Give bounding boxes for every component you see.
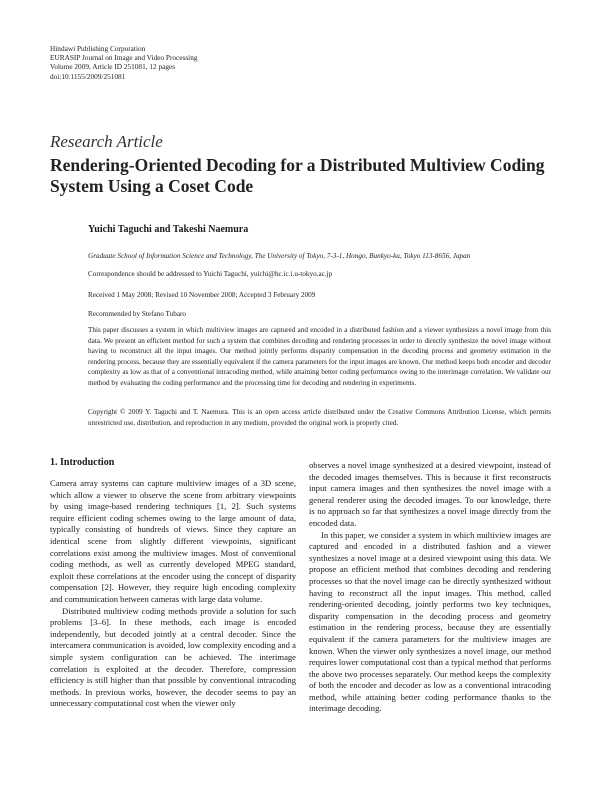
affiliation: Graduate School of Information Science and Technology, The University of Tokyo, 7-3-1, Hongo, Bunkyo-ku, Tokyo 113-8656, Japan [88, 252, 471, 260]
left-paragraph-2: Distributed multiview coding methods provide a solution for such problems [3–6]. In these methods, each image is encoded independently, but decoded jointly at a central decoder. Since the intercamera communication is avoided, low complexity encoding and a simple system configuration can be achieved. The interimage correlation is exploited at the decoder. Therefore, compression efficiency is still higher than that possible by conventional intracoding methods. In previous works, however, the decoder seems to pay an unnecessary computational cost when the viewer only [50, 605, 296, 709]
volume-line: Volume 2009, Article ID 251081, 12 pages [50, 62, 176, 72]
recommended-by: Recommended by Stefano Tubaro [88, 310, 187, 318]
section-heading: 1. Introduction [50, 457, 115, 468]
abstract: This paper discusses a system in which multiview images are captured and encoded in a distributed fashion and a viewer synthesizes a novel image from this data. We present an efficient method for such a system that combines decoding and rendering processes in order to directly synthesize the novel image without having to reconstruct all the input images. Our method jointly performs disparity compensation in the decoding process and geometry estimation in the rendering process, because they are essentially equivalent if the camera parameters for the input images are known. Our method keeps both encoder and decoder complexity as low as that of a conventional intracoding method, while attaining better coding performance owing to the interimage correlation. We validate our method by evaluating the coding performance and the processing time for decoding and rendering in experiments. [88, 326, 551, 387]
publisher-line: Hindawi Publishing Corporation [50, 44, 146, 53]
journal-header [50, 44, 198, 81]
right-paragraph-2: In this paper, we consider a system in which multiview images are captured and encoded in a distributed fashion and a viewer synthesizes a novel image at a desired viewpoint using this data. We propose an efficient method that combines decoding and rendering processes so that the novel image can be directly synthesized without having to reconstruct all the input images. This method, called rendering-oriented decoding, jointly performs two key techniques, disparity compensation in the decoding process and geometry estimation in the rendering process, because they are essentially equivalent if the camera parameters for the multiview images are known. When the viewer only synthesizes a novel image, our method requires lower computational cost than a typical method that performs the above two processes separately. Our method keeps the complexity of both the encoder and decoder as low as a conventional intracoding method, while attaining better coding performance thanks to the interimage decoding. [309, 529, 551, 714]
right-paragraph-1: observes a novel image synthesized at a desired viewpoint, instead of the decoded images themselves. This is because it first reconstructs input camera images and then synthesizes the novel image with a general renderer using the decoded images. To our knowledge, there is no approach so far that synthesizes a novel image directly from the encoded data. [309, 460, 551, 528]
article-type: Research Article [50, 132, 163, 151]
doi-line: doi:10.1155/2009/251081 [50, 71, 126, 81]
authors: Yuichi Taguchi and Takeshi Naemura [88, 224, 249, 235]
copyright: Copyright © 2009 Y. Taguchi and T. Naemura. This is an open access article distributed under the Creative Commons Attribution License, which permits unrestricted use, distribution, and reproduction in any medium, provided the original work is properly cited. [88, 408, 551, 427]
right-column [309, 460, 551, 715]
correspondence: Correspondence should be addressed to Yuichi Taguchi, yuichi@hc.ic.i.u-tokyo.ac.jp [88, 270, 333, 278]
left-column [50, 478, 296, 710]
dates: Received 1 May 2008; Revised 10 November 2008; Accepted 3 February 2009 [88, 291, 316, 299]
paper-title: Rendering-Oriented Decoding for a Distributed Multiview Coding System Using a Coset Code [50, 155, 545, 196]
journal-line: EURASIP Journal on Image and Video Processing [50, 53, 198, 63]
left-paragraph-1: Camera array systems can capture multiview images of a 3D scene, which allow a viewer to observe the scene from arbitrary viewpoints by using image-based rendering techniques [1, 2]. Such systems require efficient coding schemes owing to the large amount of data, typically consisting of hundreds of views. Since they capture an identical scene from slightly different viewpoints, significant correlations exist among the multiview images. Most of conventional coding methods, as well as currently developed MPEG standard, exploit these correlations at the encoder using the concept of disparity compensation [2]. However, they require high encoding complexity and communication between cameras with large data volume. [50, 478, 296, 604]
